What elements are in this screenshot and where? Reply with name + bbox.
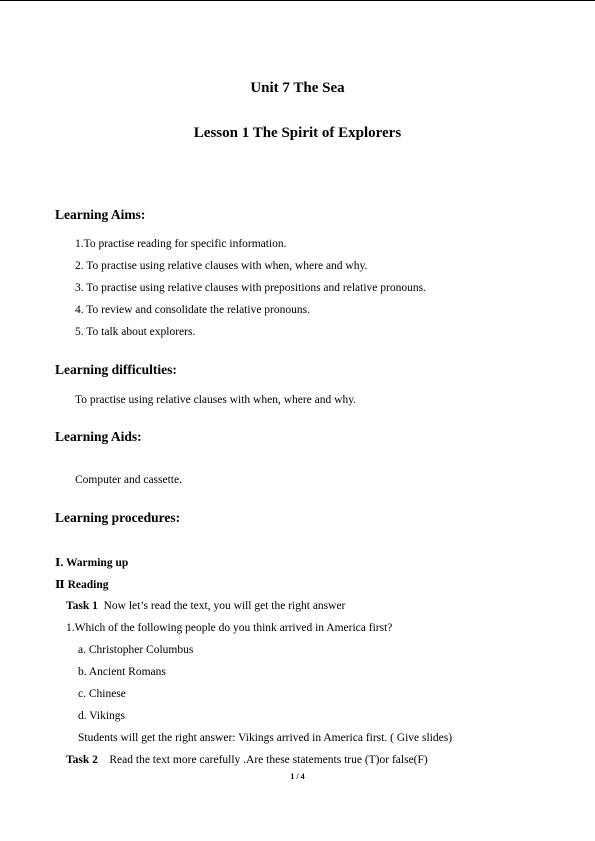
document-title: Unit 7 The Sea (250, 80, 345, 96)
aim-item: 1.To practise reading for specific information. (75, 238, 287, 250)
section-warming-up (55, 555, 128, 569)
task1-line (66, 600, 345, 612)
difficulties-text: To practise using relative clauses with when, where and why. (75, 394, 357, 406)
answer-option: b. Ancient Romans (78, 666, 166, 678)
lesson-title: Lesson 1 The Spirit of Explorers (193, 125, 402, 141)
task2-text: Read the text more carefully .Are these statements true (T)or false(F) (109, 754, 428, 766)
learning-aids-heading: Learning Aids: (55, 429, 142, 444)
section-reading (55, 577, 108, 591)
answer-option: a. Christopher Columbus (78, 644, 194, 656)
section-numeral: Ⅰ. (55, 557, 64, 569)
learning-aims-heading: Learning Aims: (55, 207, 146, 222)
task1-text: Now let’s read the text, you will get the right answer (103, 600, 346, 612)
aim-item: 4. To review and consolidate the relative pronouns. (75, 304, 310, 316)
learning-difficulties-heading: Learning difficulties: (55, 362, 177, 377)
aim-item: 3. To practise using relative clauses with prepositions and relative pronouns. (75, 282, 426, 294)
task2-label: Task 2 (66, 754, 98, 766)
section-label: Reading (67, 579, 109, 591)
task1-question: 1.Which of the following people do you think arrived in America first? (66, 622, 393, 634)
task2-line (66, 754, 428, 766)
task1-label: Task 1 (66, 600, 98, 612)
section-label: Warming up (65, 557, 129, 569)
aids-text: Computer and cassette. (75, 474, 182, 486)
page-number: 1 / 4 (290, 772, 305, 781)
answer-option: d. Vikings (78, 710, 126, 722)
aim-item: 5. To talk about explorers. (75, 326, 196, 338)
learning-procedures-heading: Learning procedures: (55, 510, 181, 525)
section-numeral: Ⅱ (55, 579, 65, 591)
task1-answer: Students will get the right answer: Vikings arrived in America first. ( Give slides) (78, 732, 453, 744)
answer-option: c. Chinese (78, 688, 126, 700)
aim-item: 2. To practise using relative clauses with when, where and why. (75, 260, 368, 272)
